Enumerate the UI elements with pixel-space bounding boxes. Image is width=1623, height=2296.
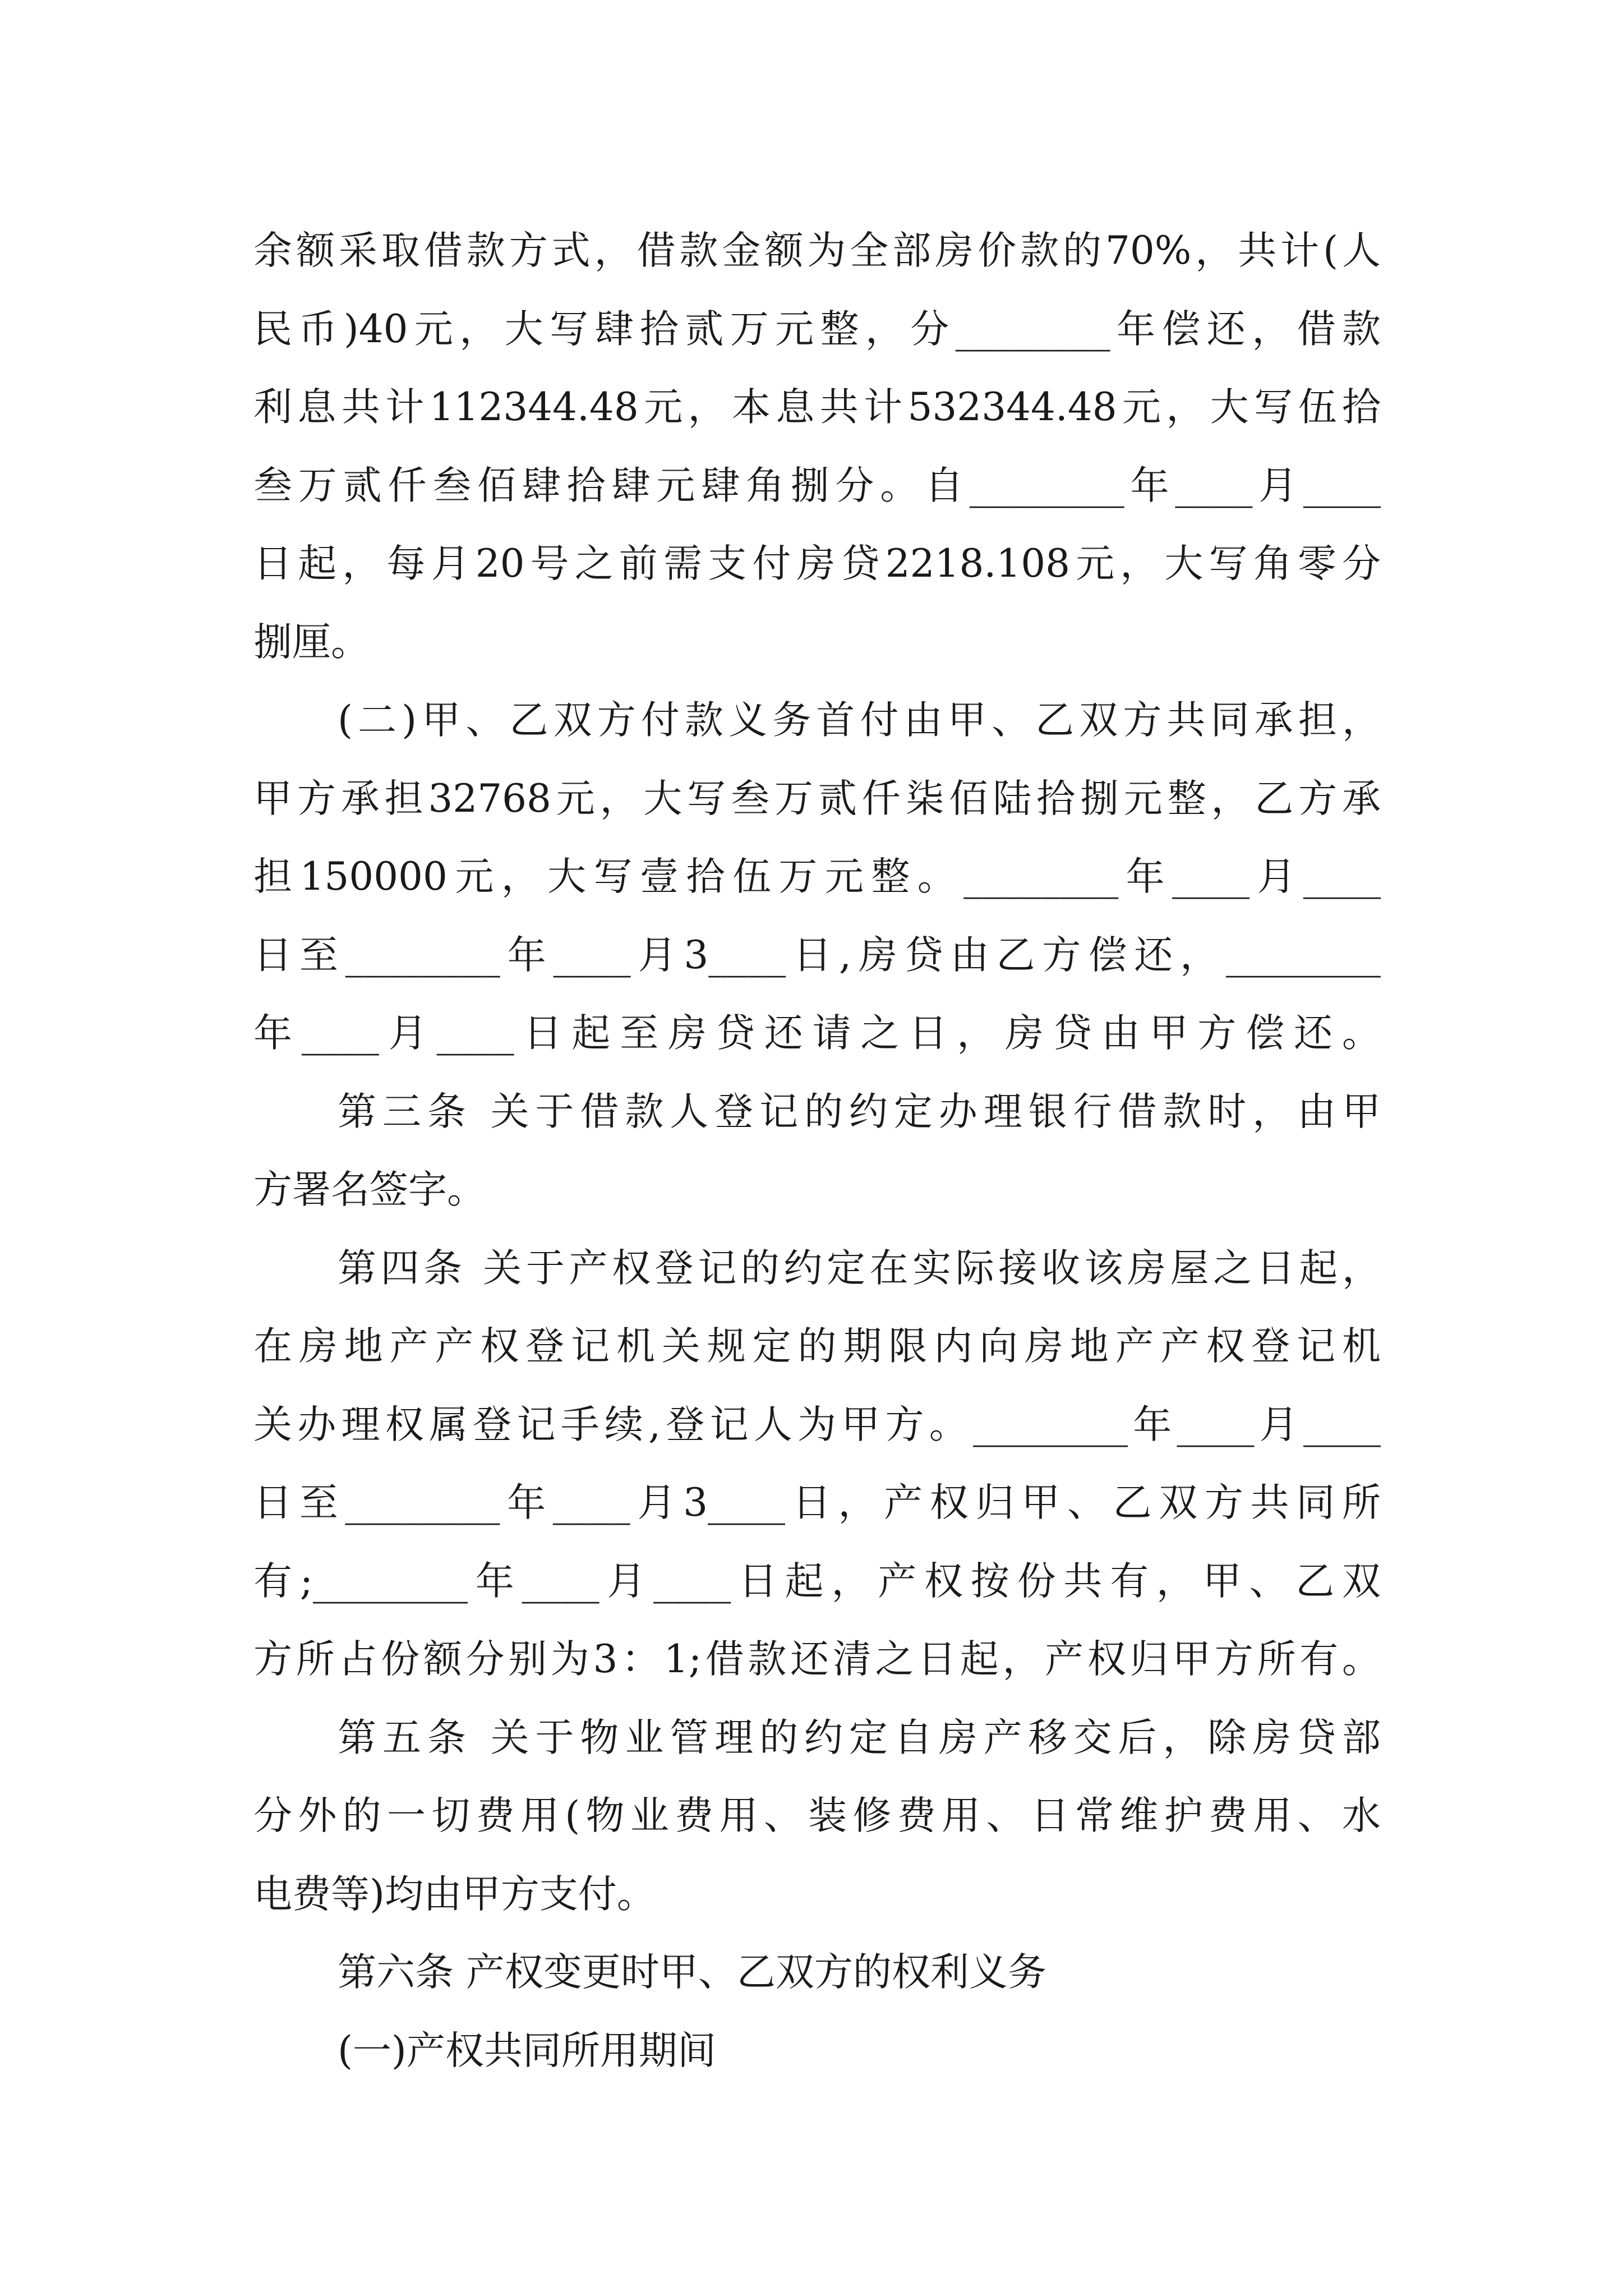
text-line: 日起，每月20号之前需支付房贷2218.108元，大写角零分 <box>253 541 1381 586</box>
text-line: 利息共计112344.48元，本息共计532344.48元，大写伍拾 <box>253 385 1381 430</box>
text-line: 民币)40元，大写肆拾贰万元整，分________年偿还，借款 <box>253 306 1381 352</box>
section-heading-line: (一)产权共同所用期间 <box>338 2028 716 2073</box>
text-line: 日至________年____月3____日,房贷由乙方偿还，________ <box>253 932 1381 978</box>
text-line: 年____月____日起至房贷还请之日，房贷由甲方偿还。 <box>253 1011 1381 1056</box>
article-heading-line: 第六条 产权变更时甲、乙双方的权利义务 <box>338 1950 1046 1995</box>
text-line: 关办理权属登记手续,登记人为甲方。________年____月____ <box>253 1402 1381 1447</box>
text-line: 电费等)均由甲方支付。 <box>253 1871 656 1917</box>
text-line: 叁万贰仟叁佰肆拾肆元肆角捌分。自________年____月____ <box>253 463 1381 508</box>
paragraph-start-line: (二)甲、乙双方付款义务首付由甲、乙双方共同承担， <box>338 698 1381 743</box>
text-line: 捌厘。 <box>253 619 370 665</box>
article-heading-line: 第四条 关于产权登记的约定在实际接收该房屋之日起， <box>338 1245 1381 1291</box>
text-line: 担150000元，大写壹拾伍万元整。________年____月____ <box>253 854 1381 899</box>
text-line: 方署名签字。 <box>253 1167 486 1212</box>
text-line: 余额采取借款方式，借款金额为全部房价款的70%，共计(人 <box>253 228 1381 273</box>
text-line: 方所占份额分别为3：1;借款还清之日起，产权归甲方所有。 <box>253 1637 1381 1682</box>
text-line: 有;________年____月____日起，产权按份共有，甲、乙双 <box>253 1558 1381 1604</box>
article-heading-line: 第三条 关于借款人登记的约定办理银行借款时，由甲 <box>338 1089 1381 1134</box>
text-line: 在房地产产权登记机关规定的期限内向房地产产权登记机 <box>253 1324 1381 1369</box>
text-line: 甲方承担32768元，大写叁万贰仟柒佰陆拾捌元整，乙方承 <box>253 776 1381 821</box>
article-heading-line: 第五条 关于物业管理的约定自房产移交后，除房贷部 <box>338 1715 1381 1760</box>
document-body <box>253 212 1381 2090</box>
text-line: 分外的一切费用(物业费用、装修费用、日常维护费用、水 <box>253 1793 1381 1838</box>
text-line: 日至________年____月3____日，产权归甲、乙双方共同所 <box>253 1480 1381 1525</box>
